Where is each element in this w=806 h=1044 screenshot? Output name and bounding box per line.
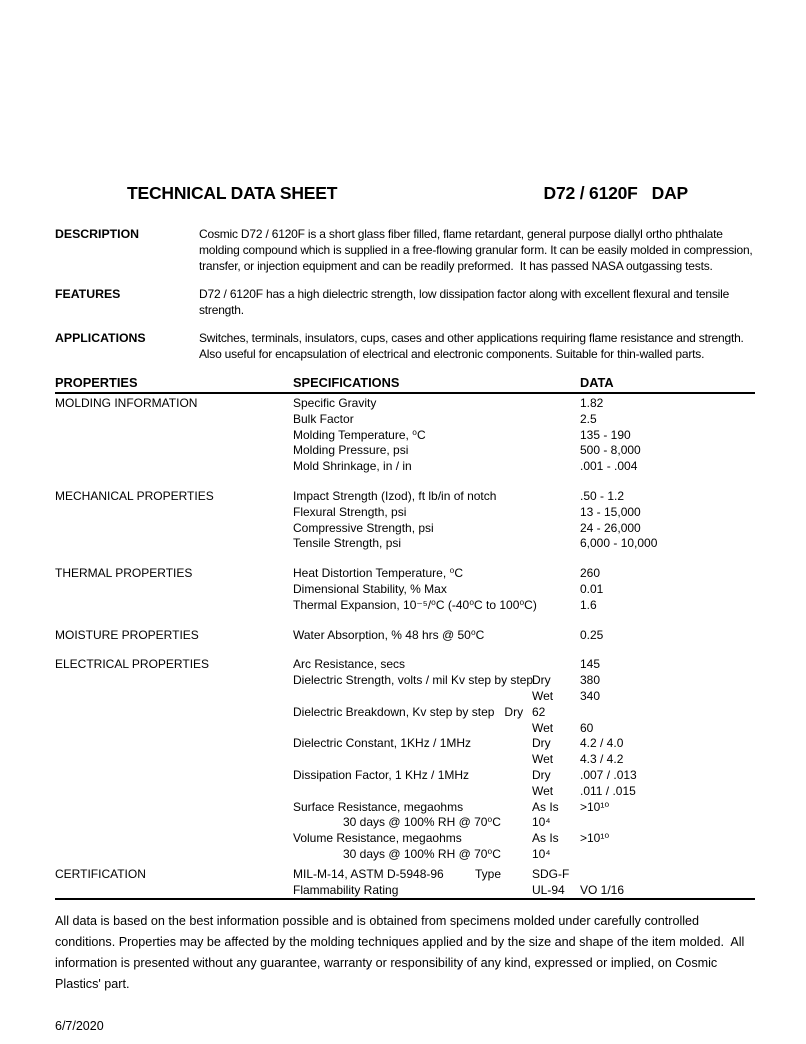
spec-label: Dielectric Constant, 1KHz / 1MHz: [293, 736, 472, 751]
data-cell: 1.6: [580, 597, 597, 612]
table-row: [293, 689, 755, 705]
spec-type-label: [501, 628, 532, 644]
condition-cell: Wet: [532, 688, 554, 703]
intro-section: [55, 330, 755, 362]
condition-cell: [532, 582, 580, 598]
data-cell: 1.82: [580, 396, 604, 410]
property-group: [55, 657, 755, 862]
table-row: [293, 489, 755, 505]
table-row: [293, 521, 755, 537]
spec-cell: [293, 459, 532, 475]
property-group-label: THERMAL PROPERTIES: [55, 566, 193, 581]
spec-type-label: [501, 689, 532, 705]
spec-label: Flammability Rating: [293, 882, 399, 897]
spec-label: 30 days @ 100% RH @ 70⁰C: [343, 815, 501, 830]
table-row: [293, 566, 755, 582]
table-row: [293, 752, 755, 768]
col-header-specifications: SPECIFICATIONS: [293, 375, 400, 390]
table-header-row: [55, 374, 755, 394]
table-row: [293, 705, 755, 721]
data-cell: 500 - 8,000: [580, 443, 641, 458]
spec-label: Water Absorption, % 48 hrs @ 50⁰C: [293, 627, 485, 642]
spec-label: Surface Resistance, megaohms: [293, 799, 464, 814]
intro-section: [55, 286, 755, 318]
table-row: [293, 628, 755, 644]
spec-cell: [293, 800, 532, 816]
data-cell: 13 - 15,000: [580, 504, 641, 519]
spec-label: Mold Shrinkage, in / in: [293, 459, 412, 474]
condition-cell: 62: [532, 704, 546, 719]
product-title: D72 / 6120F DAP: [543, 183, 688, 203]
condition-cell: Wet: [532, 752, 554, 767]
condition-cell: As Is: [532, 831, 559, 846]
data-cell: 380: [580, 673, 601, 688]
spec-type-label: [501, 505, 532, 521]
spec-cell: [293, 847, 532, 863]
table-row: [293, 657, 755, 673]
condition-cell: SDG-F: [532, 866, 570, 881]
spec-cell: [293, 521, 532, 537]
data-cell: .001 - .004: [580, 459, 638, 474]
table-row: [293, 505, 755, 521]
spec-cell: [293, 566, 532, 582]
property-group-label: MECHANICAL PROPERTIES: [55, 488, 214, 503]
property-group: [55, 489, 755, 552]
spec-cell: [293, 815, 532, 831]
spec-cell: [293, 428, 532, 444]
spec-type-label: [501, 489, 532, 505]
property-group-label: MOISTURE PROPERTIES: [55, 627, 199, 642]
data-cell: .007 / .013: [580, 767, 637, 782]
spec-label: Dielectric Breakdown, Kv step by step Dry: [293, 704, 524, 719]
intro-section-label: APPLICATIONS: [55, 331, 146, 345]
data-cell: 260: [580, 566, 601, 581]
condition-cell: Dry: [532, 767, 551, 782]
spec-cell: [293, 736, 532, 752]
spec-cell: [293, 505, 532, 521]
condition-cell: [532, 536, 580, 552]
data-cell: [580, 705, 755, 721]
intro-section: [55, 226, 755, 274]
condition-cell: [532, 628, 580, 644]
data-cell: 135 - 190: [580, 427, 631, 442]
spec-cell: [293, 721, 532, 737]
property-group: [55, 396, 755, 475]
data-cell: >10¹⁰: [580, 799, 610, 814]
table-row: [293, 831, 755, 847]
table-row: [293, 428, 755, 444]
condition-cell: [532, 566, 580, 582]
spec-cell: [293, 867, 532, 883]
table-row: [293, 736, 755, 752]
spec-cell: [293, 536, 532, 552]
condition-cell: Wet: [532, 783, 554, 798]
spec-label: Arc Resistance, secs: [293, 657, 406, 672]
table-row: [293, 459, 755, 475]
spec-cell: [293, 784, 532, 800]
spec-type-label: [501, 815, 532, 831]
page-header: [55, 183, 755, 204]
spec-label: Molding Temperature, ⁰C: [293, 427, 426, 442]
spec-type-label: [501, 721, 532, 737]
spec-cell: [293, 689, 532, 705]
condition-cell: [532, 489, 580, 505]
page-title: TECHNICAL DATA SHEET: [127, 183, 338, 203]
spec-label: Specific Gravity: [293, 396, 377, 410]
table-row: [293, 815, 755, 831]
spec-type-label: [501, 847, 532, 863]
spec-label: Volume Resistance, megaohms: [293, 831, 462, 846]
data-cell: .50 - 1.2: [580, 488, 625, 503]
condition-cell: [532, 505, 580, 521]
data-cell: .011 / .015: [580, 783, 636, 798]
spec-type-label: [501, 883, 532, 899]
spec-type-label: [501, 459, 532, 475]
table-row: [293, 443, 755, 459]
property-group: [55, 566, 755, 613]
spec-label: Impact Strength (Izod), ft lb/in of notch: [293, 488, 497, 503]
condition-cell: [532, 412, 580, 428]
spec-cell: [293, 768, 532, 784]
condition-cell: [532, 443, 580, 459]
data-cell: [580, 815, 755, 831]
spec-cell: [293, 628, 532, 644]
data-cell: >10¹⁰: [580, 831, 610, 846]
spec-type-label: [501, 396, 532, 412]
spec-type-label: [501, 800, 532, 816]
condition-cell: 10⁴: [532, 815, 551, 830]
data-cell: VO 1/16: [580, 882, 625, 897]
condition-cell: Dry: [532, 736, 551, 751]
spec-cell: [293, 831, 532, 847]
spec-type-label: Type: [474, 866, 501, 881]
property-group-rows: [293, 566, 755, 613]
spec-cell: [293, 883, 532, 899]
condition-cell: 10⁴: [532, 846, 551, 861]
spec-cell: [293, 657, 532, 673]
table-row: [293, 598, 755, 614]
col-header-properties: PROPERTIES: [55, 375, 138, 390]
disclaimer-text: All data is based on the best information possible and is obtained from specimens molded under carefully controlled conditions. Properties may be affected by the molding techniques applied and by the size and shape of the item molded. All information is presented without any guarantee, warranty or responsibility of any kind, expressed or implied, on Cosmic Plastics' part.: [55, 914, 748, 992]
condition-cell: Dry: [532, 673, 551, 688]
condition-cell: [532, 428, 580, 444]
spec-cell: [293, 673, 532, 689]
spec-cell: [293, 443, 532, 459]
intro-section-label: DESCRIPTION: [55, 227, 140, 241]
spec-type-label: [501, 657, 532, 673]
table-row: [293, 721, 755, 737]
page-footer: [55, 911, 755, 1034]
table-row: [293, 847, 755, 863]
spec-label: Compressive Strength, psi: [293, 520, 434, 535]
table-row: [293, 800, 755, 816]
condition-cell: [532, 598, 580, 614]
document-date: 6/7/2020: [55, 1019, 104, 1034]
spec-label: Dissipation Factor, 1 KHz / 1MHz: [293, 767, 470, 782]
spec-label: Bulk Factor: [293, 411, 354, 426]
intro-section-label: FEATURES: [55, 287, 121, 301]
col-header-data: DATA: [580, 375, 614, 390]
spec-type-label: [501, 736, 532, 752]
spec-cell: [293, 597, 537, 614]
property-group: [55, 628, 755, 644]
spec-type-label: [501, 521, 532, 537]
intro-section-text: Cosmic D72 / 6120F is a short glass fiber filled, flame retardant, general purpose diallyl ortho phthalate molding compound which is supplied in a free-flowing granular form. It can be easily molded in compression, transfer, or injection equipment and can be readily preformed. It has passed NASA outgassing tests.: [199, 227, 756, 273]
intro-sections: [55, 226, 755, 362]
spec-type-label: [501, 582, 532, 598]
spec-type-label: [501, 831, 532, 847]
table-row: [293, 396, 755, 412]
spec-type-label: [501, 412, 532, 428]
spec-label: 30 days @ 100% RH @ 70⁰C: [343, 846, 501, 861]
intro-section-text: D72 / 6120F has a high dielectric strength, low dissipation factor along with excellent flexural and tensile strength.: [199, 287, 733, 317]
property-group-rows: [293, 489, 755, 552]
spec-cell: [293, 489, 532, 505]
condition-cell: Wet: [532, 720, 554, 735]
property-group-rows: [293, 628, 755, 644]
data-cell: 4.2 / 4.0: [580, 736, 624, 751]
table-row: [293, 536, 755, 552]
spec-cell: [293, 752, 532, 768]
property-group-rows: [293, 396, 755, 475]
spec-label: Heat Distortion Temperature, ⁰C: [293, 566, 463, 581]
spec-cell: [293, 396, 532, 412]
property-group-label: ELECTRICAL PROPERTIES: [55, 657, 210, 672]
data-cell: 340: [580, 688, 601, 703]
data-cell: [580, 847, 755, 863]
spec-type-label: [501, 784, 532, 800]
spec-type-label: [501, 536, 532, 552]
table-row: [293, 673, 755, 689]
data-cell: 145: [580, 657, 601, 672]
data-cell: 0.25: [580, 627, 604, 642]
property-group-rows: [293, 657, 755, 862]
spec-label: Molding Pressure, psi: [293, 443, 409, 458]
condition-cell: As Is: [532, 799, 559, 814]
spec-type-label: [501, 428, 532, 444]
spec-cell: [293, 412, 532, 428]
table-row: [293, 768, 755, 784]
spec-cell: [293, 705, 532, 721]
table-row: [293, 412, 755, 428]
spec-label: Thermal Expansion, 10⁻⁵/⁰C (-40⁰C to 100⁰C): [293, 597, 537, 612]
spec-label: Dielectric Strength, volts / mil Kv step by step: [293, 673, 534, 688]
condition-cell: [532, 521, 580, 537]
condition-cell: [532, 396, 580, 412]
table-body: [55, 394, 755, 898]
properties-table: [55, 374, 755, 900]
property-group-rows: [293, 867, 755, 899]
data-cell: 60: [580, 720, 594, 735]
data-cell: 0.01: [580, 581, 604, 596]
spec-label: Dimensional Stability, % Max: [293, 581, 447, 596]
condition-cell: [532, 657, 580, 673]
table-row: [293, 582, 755, 598]
data-cell: 6,000 - 10,000: [580, 536, 658, 551]
spec-label: Tensile Strength, psi: [293, 536, 402, 551]
property-group: [55, 867, 755, 899]
table-row: [293, 867, 755, 883]
data-cell: 24 - 26,000: [580, 520, 641, 535]
spec-type-label: [501, 752, 532, 768]
spec-type-label: [501, 443, 532, 459]
spec-type-label: [501, 768, 532, 784]
table-row: [293, 883, 755, 899]
property-group-label: CERTIFICATION: [55, 866, 146, 881]
spec-cell: [293, 582, 532, 598]
property-group-label: MOLDING INFORMATION: [55, 396, 198, 410]
spec-label: MIL-M-14, ASTM D-5948-96: [293, 866, 444, 881]
table-row: [293, 784, 755, 800]
spec-label: Flexural Strength, psi: [293, 504, 407, 519]
spec-type-label: [501, 566, 532, 582]
condition-cell: UL-94: [532, 882, 565, 897]
data-cell: 2.5: [580, 411, 597, 426]
data-cell: 4.3 / 4.2: [580, 752, 624, 767]
data-cell: [580, 867, 755, 883]
intro-section-text: Switches, terminals, insulators, cups, cases and other applications requiring flame resistance and strength. Also useful for encapsulation of electrical and electronic components. Suitable for thin-walled parts.: [199, 331, 747, 361]
condition-cell: [532, 459, 580, 475]
